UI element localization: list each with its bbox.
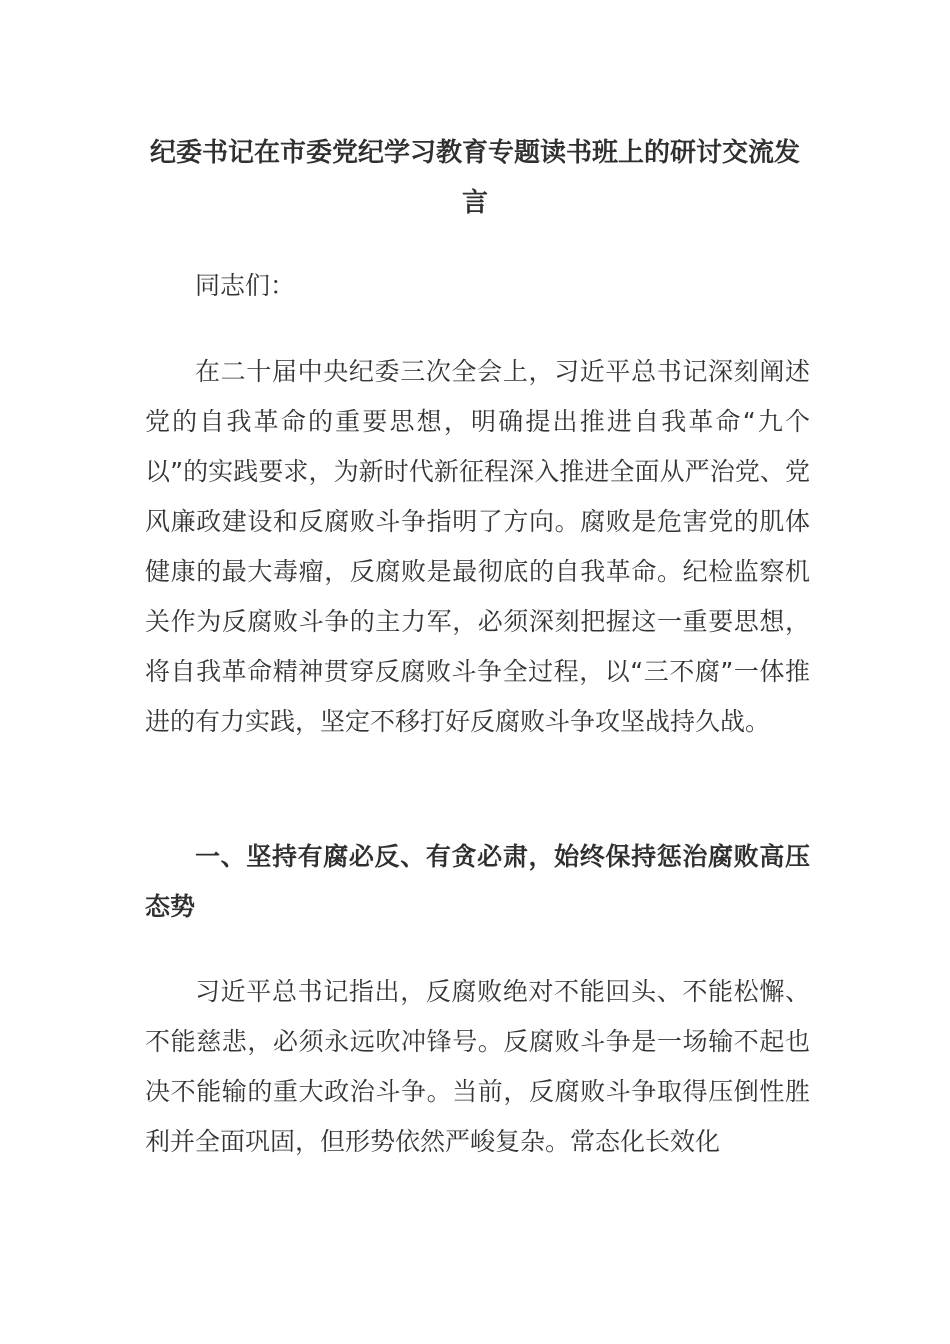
section-heading: 一、坚持有腐必反、有贪必肃，始终保持惩治腐败高压态势 [145,842,810,921]
body-paragraph: 在二十届中央纪委三次全会上，习近平总书记深刻阐述党的自我革命的重要思想，明确提出推进自我革命“九个以”的实践要求，为新时代新征程深入推进全面从严治党、党风廉政建设和反腐败斗争指明了方向。腐败是危害党的肌体健康的最大毒瘤，反腐败是最彻底的自我革命。纪检监察机关作为反腐败斗争的主力军，必须深刻把握这一重要思想，将自我革命精神贯穿反腐败斗争全过程，以“三不腐”一体推进的有力实践，坚定不移打好反腐败斗争攻坚战持久战。 [145,357,810,736]
salutation: 同志们： [195,271,296,300]
document-title: 纪委书记在市委党纪学习教育专题读书班上的研讨交流发言 [149,138,800,218]
section-paragraph: 习近平总书记指出，反腐败绝对不能回头、不能松懈、不能慈悲，必须永远吹冲锋号。反腐败斗争是一场输不起也决不能输的重大政治斗争。当前，反腐败斗争取得压倒性胜利并全面巩固，但形势依然严峻复杂。常态化长效化 [145,977,810,1156]
